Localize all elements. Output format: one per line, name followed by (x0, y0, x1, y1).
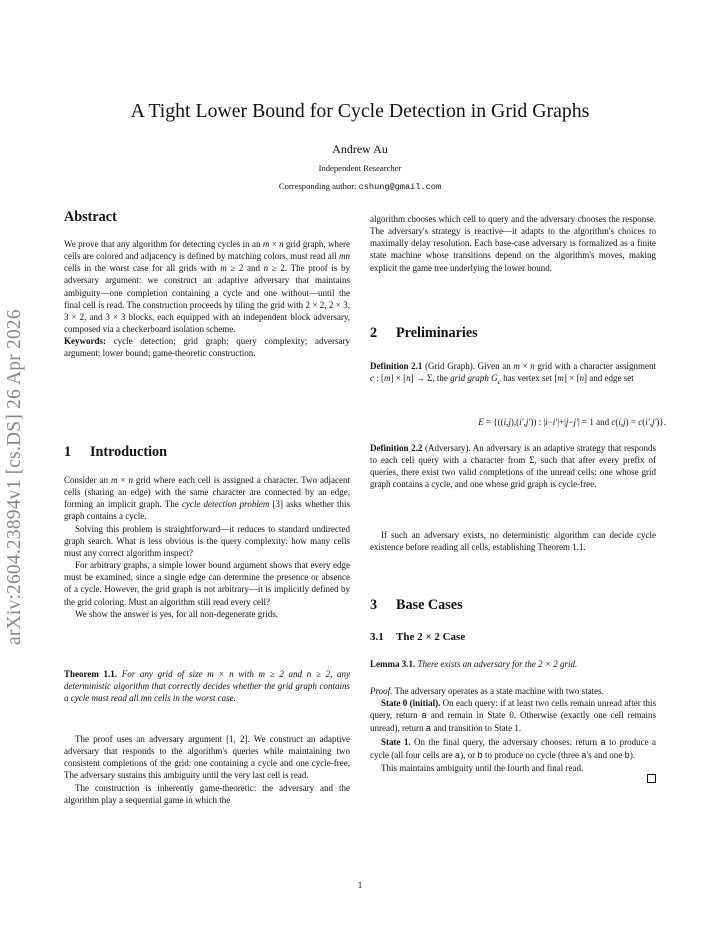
corresponding-author (0, 181, 720, 192)
paper-title: A Tight Lower Bound for Cycle Detection in Grid Graphs (130, 100, 590, 122)
author-email[interactable]: cshung@gmail.com (358, 182, 442, 192)
introduction-continued: algorithm chooses which cell to query and the adversary chooses the response. The adversary's strategy is reactive—it adapts to the algorithm's choices to maximally delay resolution. Each base-case adversary is formalized as a finite state machine whose transitions depend on the algorithm's moves, making explicit the game tree underlying the lower bound. (370, 214, 656, 273)
definition-label: Definition 2.2 (370, 443, 423, 453)
section-2-heading (370, 327, 656, 339)
author-affiliation: Independent Researcher (318, 163, 402, 173)
definition-name: (Grid Graph). (425, 361, 475, 371)
theorem-label: Theorem 1.1. (64, 669, 118, 679)
section-1-heading (64, 446, 350, 458)
keywords-label: Keywords: (64, 336, 106, 347)
section-number: 3 (370, 597, 378, 613)
keywords: cycle detection; grid graph; query complexity; adversary argument; lower bound; game-theoretic construction. (64, 336, 350, 359)
section-3-heading (370, 599, 656, 611)
section-title: Preliminaries (396, 325, 478, 341)
subsection-3-1-heading: 3.1 The 2 × 2 Case (370, 631, 466, 643)
lemma-label: Lemma 3.1. (370, 659, 416, 669)
definition-2-2: Definition 2.2 (Adversary). An adversary is an adaptive strategy that responds to each cell query with a character from Σ, such that after every prefix of queries, there exist two valid completions of the unread cells: one whose grid graph contains a cycle, and one whose grid graph is cycle-free. (370, 443, 656, 490)
theorem-1-1: Theorem 1.1. For any grid of size m × n with m ≥ 2 and n ≥ 2, any deterministic algorithm that correctly decides whether the grid graph contains a cycle must read all mn cells in the worst case. (64, 669, 351, 704)
definition-label: Definition 2.1 (370, 361, 423, 371)
page-number: 1 (357, 880, 363, 890)
proof-body: Proof. The adversary operates as a state machine with two states. State 0 (initial). On each query: if at least two cells remain unread after this query, return a and remain in State 0. Otherwise (exactly one cell remains unread), return a and transition to State 1. State 1. On the final query, the adversary chooses: return a to produce a cycle (all four cells are a), or b to produce no cycle (three a's and one b). This maintains ambiguity until the fourth and final read. (370, 685, 656, 786)
preliminaries-body: If such an adversary exists, no deterministic algorithm can decide cycle existence before reading all cells, establishing Theorem 1.1. (370, 530, 656, 553)
abstract-section (64, 211, 350, 223)
corresponding-label: Corresponding author: (278, 181, 357, 191)
section-title: Introduction (90, 444, 167, 460)
section-number: 1 (64, 444, 72, 460)
state-label: State 1. (381, 736, 411, 747)
section-number: 2 (370, 325, 378, 341)
introduction-body-2: The proof uses an adversary argument [1, 2]. We construct an adaptive adversary that responds to the algorithm's queries while maintaining two consistent completions of the grid: one containing a cycle and one cycle-free. The adversary sustains this ambiguity until the very last cell is read. The construction is inherently game-theoretic: the adversary and the algorithm play a sequential game in which the (64, 734, 350, 805)
edge-set-equation: E = {((i,j),(i′,j′)) : |i−i′|+|j−j′| = 1 and c(i,j) = c(i′,j′)}. (478, 417, 666, 427)
definition-name: (Adversary). (424, 443, 471, 453)
author-name: Andrew Au (332, 142, 388, 156)
abstract-body: We prove that any algorithm for detecting cycles in an m × n grid graph, where cells are colored and adjacency is defined by matching colors, must read all mn cells in the worst case for all grids with m ≥ 2 and n ≥ 2. The proof is by adversary argument: we construct an adaptive adversary that maintains ambiguity—one completion containing a cycle and one without—until the final cell is read. The construction proceeds by tiling the grid with 2 × 2, 2 × 3, 3 × 2, and 3 × 3 blocks, each equipped with an independent block adversary, composed via a checkerboard isolation scheme. Keywords: cycle detection; grid graph; query complexity; adversary argument; lower bound; game-theoretic construction. (64, 239, 350, 359)
section-title: Base Cases (396, 597, 463, 613)
introduction-body: Consider an m × n grid where each cell is assigned a character. Two adjacent cells (sharing an edge) with the same character are connected by an edge, forming an implicit graph. The cycle detection problem [3] asks whether this graph contains a cycle. Solving this problem is straightforward—it reduces to standard undirected graph search. What is less obvious is the query complexity: how many cells must any correct algorithm inspect? For arbitrary graphs, a simple lower bound argument shows that every edge must be examined, since a single edge can determine the presence or absence of a cycle. However, the grid graph is not arbitrary—it is implicitly defined by the grid coloring. Must an algorithm still read every cell? We show the answer is yes, for all non-degenerate grids. (64, 475, 351, 619)
lemma-3-1: Lemma 3.1. There exists an adversary for the 2 × 2 grid. (370, 659, 578, 669)
proof-label: Proof. (370, 686, 393, 696)
state-label: State 0 (initial). (381, 698, 441, 709)
abstract-heading: Abstract (64, 209, 117, 225)
definition-2-1: Definition 2.1 (Grid Graph). Given an m × n grid with a character assignment c : [m] × [n] → Σ, the grid graph $G_c$ has vertex set [m] × [n] and edge set (370, 361, 657, 386)
qed-symbol (647, 774, 656, 783)
subsection-number: 3.1 (370, 631, 384, 643)
